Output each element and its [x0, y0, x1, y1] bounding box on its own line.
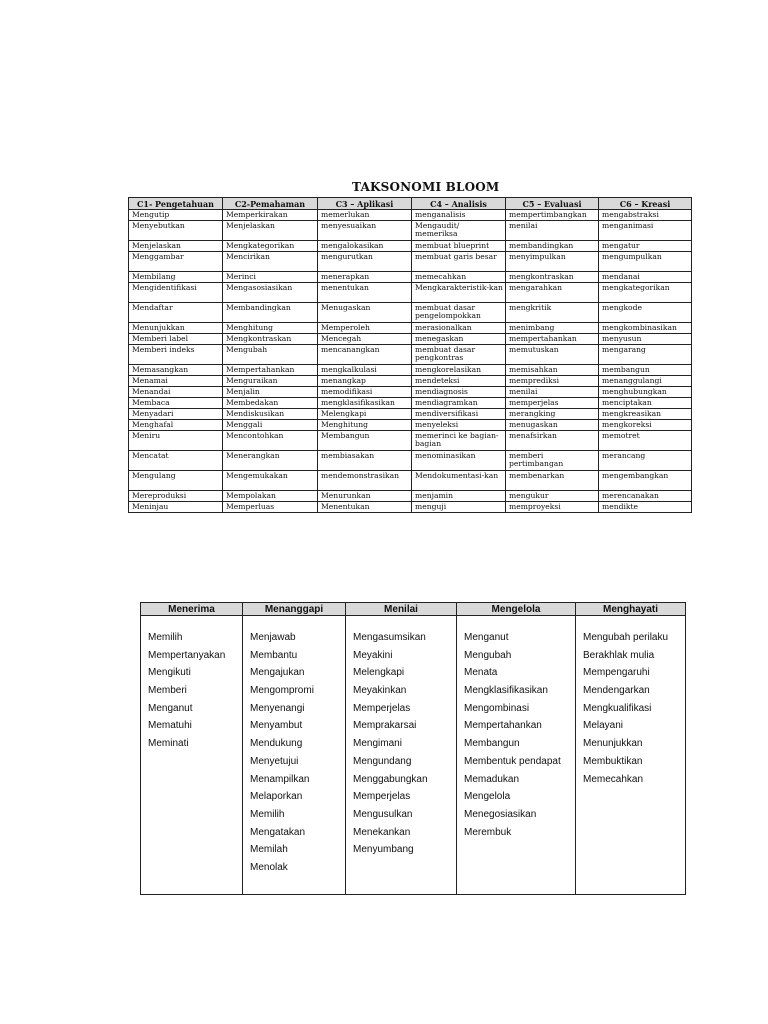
table-cell: Memberi indeks [129, 345, 223, 365]
table-cell: mengumpulkan [599, 252, 692, 272]
table-row [129, 451, 692, 471]
table-cell: memberi pertimbangan [506, 451, 599, 471]
table-cell: Memperluas [223, 502, 318, 513]
table-cell: Mempolakan [223, 491, 318, 502]
verb-list [148, 632, 242, 756]
table-cell: Mengemukakan [223, 471, 318, 491]
list-item: Memberi [148, 685, 187, 697]
list-item: Membuktikan [583, 755, 643, 767]
table-cell: menanggulangi [599, 376, 692, 387]
table-cell: Menghafal [129, 420, 223, 431]
table-cell: Mengubah [223, 345, 318, 365]
column-header: C6 – Kreasi [599, 198, 692, 210]
list-item: Menunjukkan [583, 738, 643, 750]
list-item: Memilah [250, 844, 288, 856]
table-row [129, 241, 692, 252]
list-item: Mengompromi [250, 685, 314, 697]
table-cell: Menamai [129, 376, 223, 387]
table-row [129, 491, 692, 502]
table-cell: Mengkontraskan [223, 334, 318, 345]
table-cell: mengalokasikan [318, 241, 412, 252]
table-cell: memutuskan [506, 345, 599, 365]
table-cell: menyimpulkan [506, 252, 599, 272]
column-header: C5 – Evaluasi [506, 198, 599, 210]
table-cell: Mendiskusikan [223, 409, 318, 420]
list-item: Melayani [583, 720, 624, 732]
table-cell: mengkalkulasi [318, 365, 412, 376]
table-cell: Membandingkan [223, 303, 318, 323]
table-cell: membenarkan [506, 471, 599, 491]
column-header: Menerima [141, 603, 243, 616]
table-row [129, 272, 692, 283]
page-title: TAKSONOMI BLOOM [352, 180, 500, 194]
table-cell: mengkode [599, 303, 692, 323]
table-cell: Melengkapi [318, 409, 412, 420]
table-cell: menegaskan [412, 334, 506, 345]
affective-domain-table [140, 602, 686, 895]
list-item: Memilih [148, 632, 183, 643]
list-item: Meyakinkan [353, 685, 407, 697]
list-item: Mengundang [353, 755, 412, 767]
table-cell: mengkreasikan [599, 409, 692, 420]
table-cell: menangkap [318, 376, 412, 387]
table-row [129, 210, 692, 221]
column-header: C4 – Analisis [412, 198, 506, 210]
table-row [129, 365, 692, 376]
verb-list [250, 632, 345, 880]
list-item: Meminati [148, 738, 189, 750]
table-row [129, 345, 692, 365]
table-cell: Mencegah [318, 334, 412, 345]
table-cell: mengkritik [506, 303, 599, 323]
table-cell: Menjelaskan [129, 241, 223, 252]
table-cell: Menurunkan [318, 491, 412, 502]
table-cell: mempertimbangkan [506, 210, 599, 221]
table-cell: Mencatat [129, 451, 223, 471]
column-header: C3 – Aplikasi [318, 198, 412, 210]
list-item: Menganut [464, 632, 509, 643]
table-cell: mendikte [599, 502, 692, 513]
bloom-cognitive-table [128, 197, 692, 513]
table-cell: memotret [599, 431, 692, 451]
table-cell: merancang [599, 451, 692, 471]
table-cell: menganimasi [599, 221, 692, 241]
list-item: Menampilkan [250, 773, 310, 785]
list-item: Merembuk [464, 826, 512, 838]
list-item: Melengkapi [353, 667, 405, 679]
table-cell: membuat dasar pengkontras [412, 345, 506, 365]
table-cell: membangun [599, 365, 692, 376]
table-cell: memodifikasi [318, 387, 412, 398]
list-item: Mengasumsikan [353, 632, 426, 643]
table-cell: Mereproduksi [129, 491, 223, 502]
list-item: Menggabungkan [353, 773, 428, 785]
table-cell: Memberi label [129, 334, 223, 345]
table-cell: merasionalkan [412, 323, 506, 334]
table-cell: membandingkan [506, 241, 599, 252]
table-cell: mengabstraksi [599, 210, 692, 221]
table-cell: membuat garis besar [412, 252, 506, 272]
table-cell: memproyeksi [506, 502, 599, 513]
verb-column [457, 616, 576, 895]
table-cell: menentukan [318, 283, 412, 303]
list-item: Menganut [148, 702, 193, 714]
table-cell: menyeleksi [412, 420, 506, 431]
list-item: Mengelola [464, 791, 511, 803]
table-cell: menilai [506, 387, 599, 398]
list-item: Mengkualifikasi [583, 702, 652, 714]
table-cell: menjamin [412, 491, 506, 502]
table-cell: mendanai [599, 272, 692, 283]
list-item: Mengombinasi [464, 702, 530, 714]
table-cell: Menunjukkan [129, 323, 223, 334]
table-row [129, 387, 692, 398]
table-cell: Mencirikan [223, 252, 318, 272]
table-cell: mengkorelasikan [412, 365, 506, 376]
table-cell: mengarang [599, 345, 692, 365]
table-cell: mempertahankan [506, 334, 599, 345]
table-cell: Memasangkan [129, 365, 223, 376]
table-cell: membuat blueprint [412, 241, 506, 252]
table-cell: membuat dasar pengelompokkan [412, 303, 506, 323]
table-row [129, 334, 692, 345]
list-item: Menjawab [250, 632, 296, 643]
list-item: Melaporkan [250, 791, 303, 803]
table-cell: mengklasifikasikan [318, 398, 412, 409]
column-header: C2-Pemahaman [223, 198, 318, 210]
table-cell: memprediksi [506, 376, 599, 387]
table-cell: mendeteksi [412, 376, 506, 387]
table-cell: mendemonstrasikan [318, 471, 412, 491]
table-cell: Mengasosiasikan [223, 283, 318, 303]
table-cell: mencanangkan [318, 345, 412, 365]
table-cell: menciptakan [599, 398, 692, 409]
table-cell: menganalisis [412, 210, 506, 221]
table-cell: menyusun [599, 334, 692, 345]
table-cell: mengurutkan [318, 252, 412, 272]
table-cell: mengatur [599, 241, 692, 252]
verb-column [346, 616, 457, 895]
table-cell: Membilang [129, 272, 223, 283]
column-header: Mengelola [457, 603, 576, 616]
table-cell: memerinci ke bagian-bagian [412, 431, 506, 451]
verb-column [141, 616, 243, 895]
table-cell: mengkategorikan [599, 283, 692, 303]
list-item: Menata [464, 667, 498, 679]
list-item: Menyenangi [250, 702, 305, 714]
table-row [129, 252, 692, 272]
table-cell: merangking [506, 409, 599, 420]
list-item: Memadukan [464, 773, 520, 785]
table-cell: Mengulang [129, 471, 223, 491]
list-item: Mengatakan [250, 826, 306, 838]
table-cell: menominasikan [412, 451, 506, 471]
table-cell: Menghitung [318, 420, 412, 431]
table-cell: mendiversifikasi [412, 409, 506, 420]
table-cell: Menentukan [318, 502, 412, 513]
table-cell: menghubungkan [599, 387, 692, 398]
table-cell: Menghitung [223, 323, 318, 334]
list-item: Menekankan [353, 826, 411, 838]
column-header: C1- Pengetahuan [129, 198, 223, 210]
table-cell: mengarahkan [506, 283, 599, 303]
table-cell: Memperkirakan [223, 210, 318, 221]
list-item: Memperjelas [353, 791, 411, 803]
table-cell: Mengutip [129, 210, 223, 221]
table-row [129, 221, 692, 241]
table-cell: mengkontraskan [506, 272, 599, 283]
table-cell: Menandai [129, 387, 223, 398]
table-cell: Meninjau [129, 502, 223, 513]
table-cell: menugaskan [506, 420, 599, 431]
list-item: Mengikuti [148, 667, 191, 679]
list-item: Menyambut [250, 720, 303, 732]
list-item: Membantu [250, 649, 298, 661]
table-row [129, 431, 692, 451]
list-item: Memprakarsai [353, 720, 417, 732]
list-item: Mengajukan [250, 667, 305, 679]
list-item: Mendengarkan [583, 685, 650, 697]
table-cell: memisahkan [506, 365, 599, 376]
table-row [129, 303, 692, 323]
table-cell: Membedakan [223, 398, 318, 409]
table-row [129, 323, 692, 334]
column-header: Menilai [346, 603, 457, 616]
list-item: Mengubah [464, 649, 512, 661]
table-cell: Menerangkan [223, 451, 318, 471]
verb-list [583, 632, 685, 791]
table-row [129, 376, 692, 387]
list-item: Membentuk pendapat [464, 755, 561, 767]
table-row [129, 471, 692, 491]
table-cell: merencanakan [599, 491, 692, 502]
list-item: Mengubah perilaku [583, 632, 669, 643]
table-cell: menguji [412, 502, 506, 513]
table-cell: Menyadari [129, 409, 223, 420]
table-cell: mengkoreksi [599, 420, 692, 431]
list-item: Mendukung [250, 738, 303, 750]
table-cell: Menyebutkan [129, 221, 223, 241]
table-cell: Mencontohkan [223, 431, 318, 451]
table-cell: Mengkarakteristik-kan [412, 283, 506, 303]
table-cell: memerlukan [318, 210, 412, 221]
list-item: Mempertanyakan [148, 649, 226, 661]
list-item: Mempertahankan [464, 720, 542, 732]
column-header: Menanggapi [243, 603, 346, 616]
table-cell: Mengidentifikasi [129, 283, 223, 303]
table-cell: menerapkan [318, 272, 412, 283]
table-cell: Membangun [318, 431, 412, 451]
table-cell: Meniru [129, 431, 223, 451]
table-cell: menyesuaikan [318, 221, 412, 241]
table-row [129, 502, 692, 513]
verb-column [243, 616, 346, 895]
table-cell: membiasakan [318, 451, 412, 471]
table-cell: mengkombinasikan [599, 323, 692, 334]
verb-column [576, 616, 686, 895]
table-cell: memecahkan [412, 272, 506, 283]
verb-list [353, 632, 456, 862]
table-cell: Menjalin [223, 387, 318, 398]
list-item: Mengusulkan [353, 808, 413, 820]
list-item: Menegosiasikan [464, 808, 537, 820]
table-cell: Mengaudit/ memeriksa [412, 221, 506, 241]
table-cell: Menggali [223, 420, 318, 431]
list-item: Berakhlak mulia [583, 649, 655, 661]
table-cell: Mendokumentasi-kan [412, 471, 506, 491]
table-row [129, 409, 692, 420]
list-item: Meyakini [353, 649, 393, 661]
table-cell: memperjelas [506, 398, 599, 409]
list-item: Memilih [250, 808, 285, 820]
table-row [129, 398, 692, 409]
list-item: Mempengaruhi [583, 667, 650, 679]
table-cell: Mengkategorikan [223, 241, 318, 252]
table-cell: Membaca [129, 398, 223, 409]
verb-list [464, 632, 575, 844]
table-cell: Menjelaskan [223, 221, 318, 241]
table-cell: mendiagnosis [412, 387, 506, 398]
table-cell: Menugaskan [318, 303, 412, 323]
list-item: Mengimani [353, 738, 402, 750]
list-item: Mengklasifikasikan [464, 685, 548, 697]
table-cell: Menggambar [129, 252, 223, 272]
table-cell: mengukur [506, 491, 599, 502]
table-cell: Merinci [223, 272, 318, 283]
table-row [129, 283, 692, 303]
table-cell: Mempertahankan [223, 365, 318, 376]
table-cell: Mendaftar [129, 303, 223, 323]
table-cell: menilai [506, 221, 599, 241]
table-row [129, 420, 692, 431]
list-item: Menyumbang [353, 844, 414, 856]
column-header: Menghayati [576, 603, 686, 616]
list-item: Memperjelas [353, 702, 411, 714]
table-cell: Memperoleh [318, 323, 412, 334]
list-item: Menyetujui [250, 755, 299, 767]
table-cell: Menguraikan [223, 376, 318, 387]
list-item: Menolak [250, 861, 288, 873]
table-cell: menafsirkan [506, 431, 599, 451]
table-cell: mengembangkan [599, 471, 692, 491]
list-item: Mematuhi [148, 720, 192, 732]
table-cell: mendiagramkan [412, 398, 506, 409]
list-item: Memecahkan [583, 773, 644, 785]
table-cell: menimbang [506, 323, 599, 334]
list-item: Membangun [464, 738, 520, 750]
